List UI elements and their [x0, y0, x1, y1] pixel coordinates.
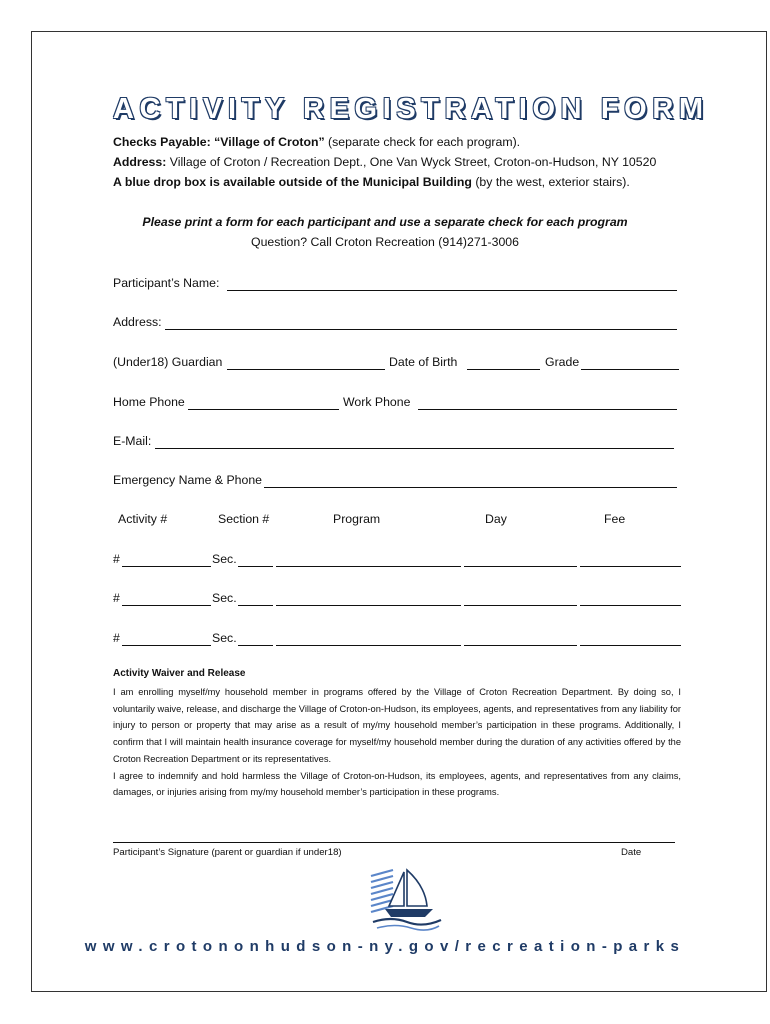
work-phone-field[interactable] — [418, 409, 677, 410]
work-phone-label: Work Phone — [343, 395, 411, 409]
participant-name-label: Participant’s Name: — [113, 276, 220, 290]
email-label: E-Mail: — [113, 434, 152, 448]
day-field[interactable] — [464, 605, 577, 606]
waiver-paragraph-1: I am enrolling myself/my household member in programs offered by the Village of Croton Recreation Department. By doing so, I voluntarily waive, release, and discharge the Village of Croton-on-Hudson, its employees, agents, and representatives from any liability for injury to person or property that may arise as a result of my/my household member’s participation in these programs. Additionally, I confirm that I will maintain health insurance coverage for myself/my household member during the duration of any activities offered by the Croton Recreation Department or its representatives. — [113, 687, 681, 764]
col-section-header: Section # — [218, 512, 270, 526]
emergency-field[interactable] — [264, 487, 677, 488]
home-phone-field[interactable] — [188, 409, 339, 410]
form-title: ACTIVITY REGISTRATION FORM — [113, 93, 709, 125]
address-field[interactable] — [165, 329, 677, 330]
dob-label: Date of Birth — [389, 355, 458, 369]
section-number-field[interactable] — [238, 645, 273, 646]
section-number-field[interactable] — [238, 566, 273, 567]
activity-number-field[interactable] — [122, 566, 211, 567]
program-field[interactable] — [276, 645, 461, 646]
home-phone-label: Home Phone — [113, 395, 185, 409]
col-program-header: Program — [333, 512, 381, 526]
grade-field[interactable] — [581, 369, 679, 370]
footer-url[interactable]: www.crotononhudson-ny.gov/recreation-parks — [84, 938, 686, 955]
address-label: Address: — [113, 155, 167, 169]
program-field[interactable] — [276, 605, 461, 606]
waiver-paragraph-2: I agree to indemnify and hold harmless the Village of Croton-on-Hudson, its employees, agents, and representatives from any claims, damages, or injuries arising from my/my household member’s participation in these programs. — [113, 770, 681, 798]
day-field[interactable] — [464, 566, 577, 567]
col-fee-header: Fee — [604, 512, 626, 526]
checks-payable-label: Checks Payable: “Village of Croton” — [113, 135, 325, 149]
grade-label: Grade — [545, 355, 580, 369]
fee-field[interactable] — [580, 605, 681, 606]
signature-field[interactable] — [113, 842, 675, 843]
checks-payable-note: (separate check for each program). — [324, 135, 521, 149]
row-hash: # — [113, 591, 120, 605]
row-sec-label: Sec. — [212, 552, 237, 566]
checks-payable-line — [113, 135, 520, 149]
row-hash: # — [113, 552, 120, 566]
col-day-header: Day — [485, 512, 507, 526]
guardian-field[interactable] — [227, 369, 385, 370]
program-field[interactable] — [276, 566, 461, 567]
sailboat-logo-icon — [367, 866, 443, 932]
dob-field[interactable] — [467, 369, 540, 370]
participant-name-field[interactable] — [227, 290, 677, 291]
dropbox-label: A blue drop box is available outside of the Municipal Building — [113, 175, 472, 189]
date-label: Date — [621, 847, 642, 858]
address-field-label: Address: — [113, 315, 162, 329]
fee-field[interactable] — [580, 645, 681, 646]
row-sec-label: Sec. — [212, 591, 237, 605]
instruction-line: Please print a form for each participant and use a separate check for each program — [142, 215, 628, 229]
activity-number-field[interactable] — [122, 605, 211, 606]
dropbox-note: (by the west, exterior stairs). — [471, 175, 630, 189]
question-line: Question? Call Croton Recreation (914)271-3006 — [251, 235, 519, 249]
dropbox-line — [113, 175, 630, 189]
email-field[interactable] — [155, 448, 674, 449]
waiver-heading: Activity Waiver and Release — [113, 668, 246, 679]
signature-label: Participant’s Signature (parent or guardian if under18) — [113, 847, 342, 858]
row-hash: # — [113, 631, 120, 645]
emergency-label: Emergency Name & Phone — [113, 473, 263, 487]
day-field[interactable] — [464, 645, 577, 646]
col-activity-header: Activity # — [118, 512, 168, 526]
row-sec-label: Sec. — [212, 631, 237, 645]
address-line — [113, 155, 656, 169]
fee-field[interactable] — [580, 566, 681, 567]
waiver-text — [113, 684, 681, 801]
section-number-field[interactable] — [238, 605, 273, 606]
guardian-label: (Under18) Guardian — [113, 355, 223, 369]
activity-number-field[interactable] — [122, 645, 211, 646]
address-value: Village of Croton / Recreation Dept., One Van Wyck Street, Croton-on-Hudson, NY 10520 — [166, 155, 657, 169]
